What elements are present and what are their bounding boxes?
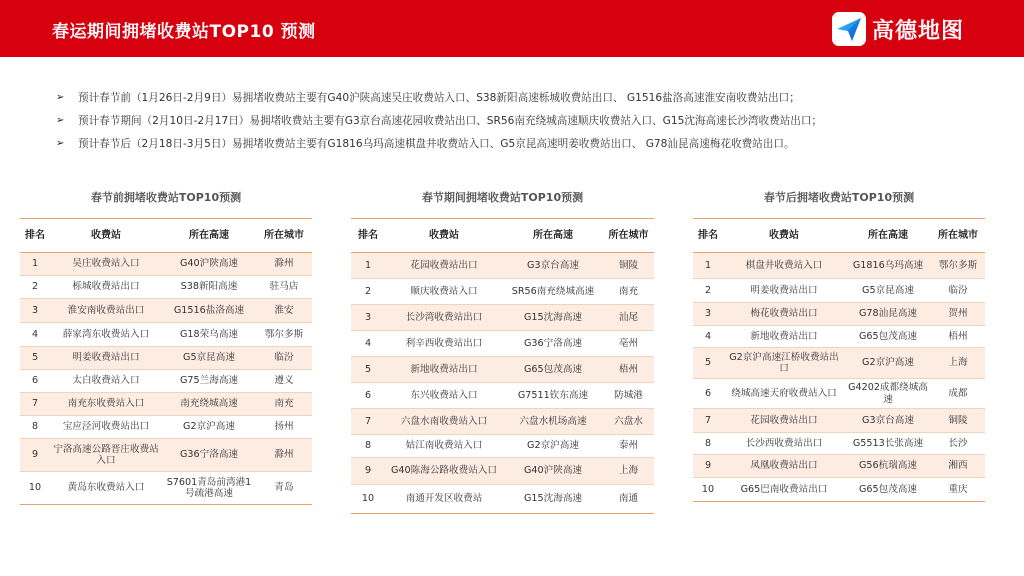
table-row	[693, 279, 985, 303]
rank-cell: 5	[704, 357, 712, 369]
column-header: 所在城市	[938, 229, 978, 241]
city-cell: 鄂尔多斯	[264, 328, 304, 340]
rank-cell: 3	[364, 311, 372, 323]
highway-cell: G40沪陕高速	[523, 465, 583, 477]
column-header: 排名	[25, 229, 45, 241]
highway-cell: G75兰海高速	[179, 375, 239, 387]
table-row	[693, 433, 985, 455]
city-cell: 铜陵	[948, 414, 968, 426]
city-cell: 长沙	[948, 437, 968, 449]
column-header: 所在高速	[868, 229, 908, 241]
table-row	[351, 383, 654, 409]
rank-cell: 10	[701, 483, 715, 495]
column-header: 收费站	[91, 229, 121, 241]
station-cell: 顺庆收费站入口	[410, 285, 478, 297]
city-cell: 湘西	[948, 460, 968, 472]
station-cell: G2京沪高速江桥收费站出口	[729, 351, 839, 374]
rank-cell: 2	[31, 281, 39, 293]
rank-cell: 3	[31, 304, 39, 316]
paper-plane-icon	[832, 12, 866, 46]
table-row	[693, 253, 985, 279]
city-cell: 扬州	[274, 421, 294, 433]
rank-cell: 6	[704, 387, 712, 399]
rank-cell: 8	[364, 440, 372, 452]
station-cell: 梅花收费站出口	[750, 308, 818, 320]
header-bar	[0, 0, 1024, 57]
arrow-bullet-icon: ➢	[56, 138, 65, 149]
city-cell: 上海	[948, 357, 968, 369]
page-title: 春运期间拥堵收费站TOP10 预测	[52, 22, 316, 42]
rank-cell: 1	[364, 259, 372, 271]
highway-cell: G78汕昆高速	[858, 308, 918, 320]
station-cell: 新地收费站出口	[410, 363, 478, 375]
summary-item	[56, 109, 996, 132]
rank-cell: 5	[31, 352, 39, 364]
rank-cell: 1	[704, 259, 712, 271]
column-header: 所在高速	[189, 229, 229, 241]
station-cell: 凤凰收费站出口	[750, 460, 818, 472]
table-row	[693, 478, 985, 502]
city-cell: 贺州	[948, 308, 968, 320]
station-cell: 明姜收费站出口	[72, 352, 140, 364]
highway-cell: G40沪陕高速	[179, 258, 239, 270]
congestion-table	[20, 218, 312, 505]
table-panel-festival	[351, 186, 654, 514]
station-cell: 六盘水南收费站入口	[400, 415, 488, 427]
station-cell: G65巴南收费站出口	[740, 483, 828, 495]
highway-cell: G3京台高速	[862, 414, 914, 426]
table-row	[351, 409, 654, 435]
column-header: 所在城市	[264, 229, 304, 241]
table-row	[693, 326, 985, 348]
table-row	[351, 485, 654, 514]
table-row	[351, 458, 654, 485]
summary-item	[56, 86, 996, 109]
city-cell: 青岛	[274, 482, 294, 494]
city-cell: 临汾	[948, 284, 968, 296]
table-row	[20, 439, 312, 472]
highway-cell: G65包茂高速	[858, 483, 918, 495]
rank-cell: 8	[704, 437, 712, 449]
highway-cell: G1516盐洛高速	[173, 304, 245, 316]
city-cell: 汕尾	[618, 311, 639, 323]
station-cell: 花园收费站出口	[410, 259, 478, 271]
station-cell: 利辛西收费站出口	[405, 337, 483, 349]
column-header: 排名	[358, 229, 378, 241]
rank-cell: 6	[31, 375, 39, 387]
highway-cell: G65包茂高速	[523, 363, 583, 375]
table-row	[20, 323, 312, 347]
rank-cell: 2	[364, 285, 372, 297]
table-panel-pre-festival	[20, 186, 312, 505]
table-row	[693, 348, 985, 379]
logo-text: 高德地图	[872, 18, 965, 44]
station-cell: 栎城收费站出口	[72, 281, 140, 293]
city-cell: 梧州	[618, 363, 639, 375]
station-cell: 长沙湾收费站出口	[405, 311, 483, 323]
city-cell: 泰州	[618, 440, 639, 452]
table-row	[351, 253, 654, 279]
table-row	[693, 455, 985, 478]
city-cell: 滁州	[274, 449, 294, 461]
rank-cell: 8	[31, 421, 39, 433]
city-cell: 临汾	[274, 352, 294, 364]
city-cell: 上海	[618, 465, 639, 477]
table-row	[693, 303, 985, 326]
highway-cell: G36宁洛高速	[523, 337, 583, 349]
rank-cell: 6	[364, 389, 372, 401]
rank-cell: 2	[704, 284, 712, 296]
highway-cell: G56杭瑞高速	[858, 460, 918, 472]
station-cell: G40陈海公路收费站入口	[391, 465, 497, 477]
highway-cell: 南充绕城高速	[180, 398, 238, 410]
highway-cell: G2京沪高速	[183, 421, 235, 433]
rank-cell: 10	[361, 493, 375, 505]
city-cell: 重庆	[948, 483, 968, 495]
highway-cell: G5京昆高速	[183, 352, 235, 364]
column-header: 所在高速	[533, 229, 573, 241]
highway-cell: G5513长张高速	[852, 437, 924, 449]
station-cell: 新地收费站出口	[750, 330, 818, 342]
highway-cell: G65包茂高速	[858, 330, 918, 342]
column-header: 所在城市	[608, 229, 649, 241]
rank-cell: 7	[364, 415, 372, 427]
summary-text: 预计春节后（2月18日-3月5日）易拥堵收费站主要有G1816乌玛高速棋盘井收费站入口、G5京昆高速明姜收费站出口、 G78汕昆高速梅花收费站出口。	[78, 138, 795, 150]
congestion-table	[693, 218, 985, 502]
city-cell: 六盘水	[614, 415, 643, 427]
column-header: 排名	[698, 229, 718, 241]
rank-cell: 4	[31, 328, 39, 340]
highway-cell: G15沈海高速	[523, 311, 583, 323]
station-cell: 南通开发区收费站	[405, 493, 483, 505]
station-cell: 姑江南收费站入口	[405, 440, 483, 452]
station-cell: 宝应泾河收费站出口	[62, 421, 150, 433]
table-row	[20, 472, 312, 505]
table-row	[351, 279, 654, 305]
highway-cell: S7601青岛前湾港1号疏港高速	[166, 476, 252, 499]
rank-cell: 3	[704, 308, 712, 320]
station-cell: 薛家湾东收费站入口	[62, 328, 150, 340]
station-cell: 绕城高速天府收费站入口	[731, 387, 837, 399]
table-panel-post-festival	[693, 186, 985, 502]
highway-cell: SR56南充绕城高速	[511, 285, 595, 297]
station-cell: 花园收费站出口	[750, 414, 818, 426]
table-row	[693, 409, 985, 433]
table-title: 春节后拥堵收费站TOP10预测	[763, 191, 915, 204]
rank-cell: 9	[364, 465, 372, 477]
rank-cell: 10	[28, 482, 42, 494]
station-cell: 宁洛高速公路晋庄收费站入口	[53, 443, 159, 466]
city-cell: 驻马店	[269, 281, 299, 293]
rank-cell: 9	[704, 460, 712, 472]
highway-cell: G5京昆高速	[862, 284, 914, 296]
station-cell: 长沙西收费站出口	[745, 437, 823, 449]
rank-cell: 1	[31, 258, 39, 270]
rank-cell: 4	[704, 330, 712, 342]
table-row	[20, 299, 312, 323]
congestion-table	[351, 218, 654, 514]
city-cell: 铜陵	[618, 259, 639, 271]
rank-cell: 7	[704, 414, 712, 426]
highway-cell: 六盘水机场高速	[519, 415, 587, 427]
table-row	[351, 357, 654, 383]
table-title: 春节期间拥堵收费站TOP10预测	[421, 191, 584, 204]
city-cell: 淮安	[274, 304, 294, 316]
table-row	[20, 253, 312, 276]
city-cell: 南充	[274, 398, 294, 410]
highway-cell: G36宁洛高速	[179, 449, 239, 461]
summary-list	[56, 86, 996, 155]
rank-cell: 4	[364, 337, 372, 349]
city-cell: 滁州	[274, 258, 294, 270]
amap-logo	[832, 11, 964, 47]
station-cell: 淮安南收费站出口	[67, 304, 145, 316]
summary-text: 预计春节期间（2月10日-2月17日）易拥堵收费站主要有G3京台高速花园收费站出口、SR56南充绕城高速顺庆收费站入口、G15沈海高速长沙湾收费站出口；	[78, 115, 823, 127]
table-row	[20, 416, 312, 439]
city-cell: 鄂尔多斯	[938, 259, 978, 271]
table-row	[693, 379, 985, 409]
highway-cell: G1816乌玛高速	[852, 259, 924, 271]
highway-cell: G3京台高速	[527, 259, 579, 271]
column-header: 收费站	[429, 229, 459, 241]
highway-cell: G15沈海高速	[523, 493, 583, 505]
city-cell: 防城港	[614, 389, 643, 401]
station-cell: 东兴收费站入口	[410, 389, 478, 401]
rank-cell: 5	[364, 363, 372, 375]
rank-cell: 9	[31, 449, 39, 461]
arrow-bullet-icon: ➢	[56, 92, 65, 103]
highway-cell: S38新阳高速	[180, 281, 238, 293]
arrow-bullet-icon: ➢	[56, 115, 65, 126]
station-cell: 棋盘井收费站入口	[745, 259, 823, 271]
table-row	[20, 370, 312, 393]
table-row	[351, 305, 654, 331]
station-cell: 太白收费站入口	[72, 375, 140, 387]
city-cell: 梧州	[948, 330, 968, 342]
city-cell: 南充	[618, 285, 639, 297]
city-cell: 亳州	[618, 337, 639, 349]
column-header: 收费站	[769, 229, 799, 241]
rank-cell: 7	[31, 398, 39, 410]
highway-cell: G7511钦东高速	[517, 389, 589, 401]
highway-cell: G4202成都绕城高速	[848, 382, 928, 405]
city-cell: 南通	[618, 493, 639, 505]
city-cell: 遵义	[274, 375, 294, 387]
highway-cell: G2京沪高速	[527, 440, 579, 452]
station-cell: 明姜收费站出口	[750, 284, 818, 296]
table-row	[351, 435, 654, 458]
table-title: 春节前拥堵收费站TOP10预测	[90, 191, 242, 204]
station-cell: 吴庄收费站入口	[72, 258, 140, 270]
table-row	[20, 393, 312, 416]
highway-cell: G18荣乌高速	[179, 328, 239, 340]
station-cell: 南充东收费站入口	[67, 398, 145, 410]
summary-item	[56, 132, 996, 155]
station-cell: 黄岛东收费站入口	[67, 482, 145, 494]
table-row	[20, 276, 312, 299]
table-row	[351, 331, 654, 357]
summary-text: 预计春节前（1月26日-2月9日）易拥堵收费站主要有G40沪陕高速吴庄收费站入口、S38新阳高速栎城收费站出口、 G1516盐洛高速淮安南收费站出口；	[78, 92, 800, 104]
city-cell: 成都	[948, 387, 968, 399]
table-row	[20, 347, 312, 370]
highway-cell: G2京沪高速	[862, 357, 914, 369]
